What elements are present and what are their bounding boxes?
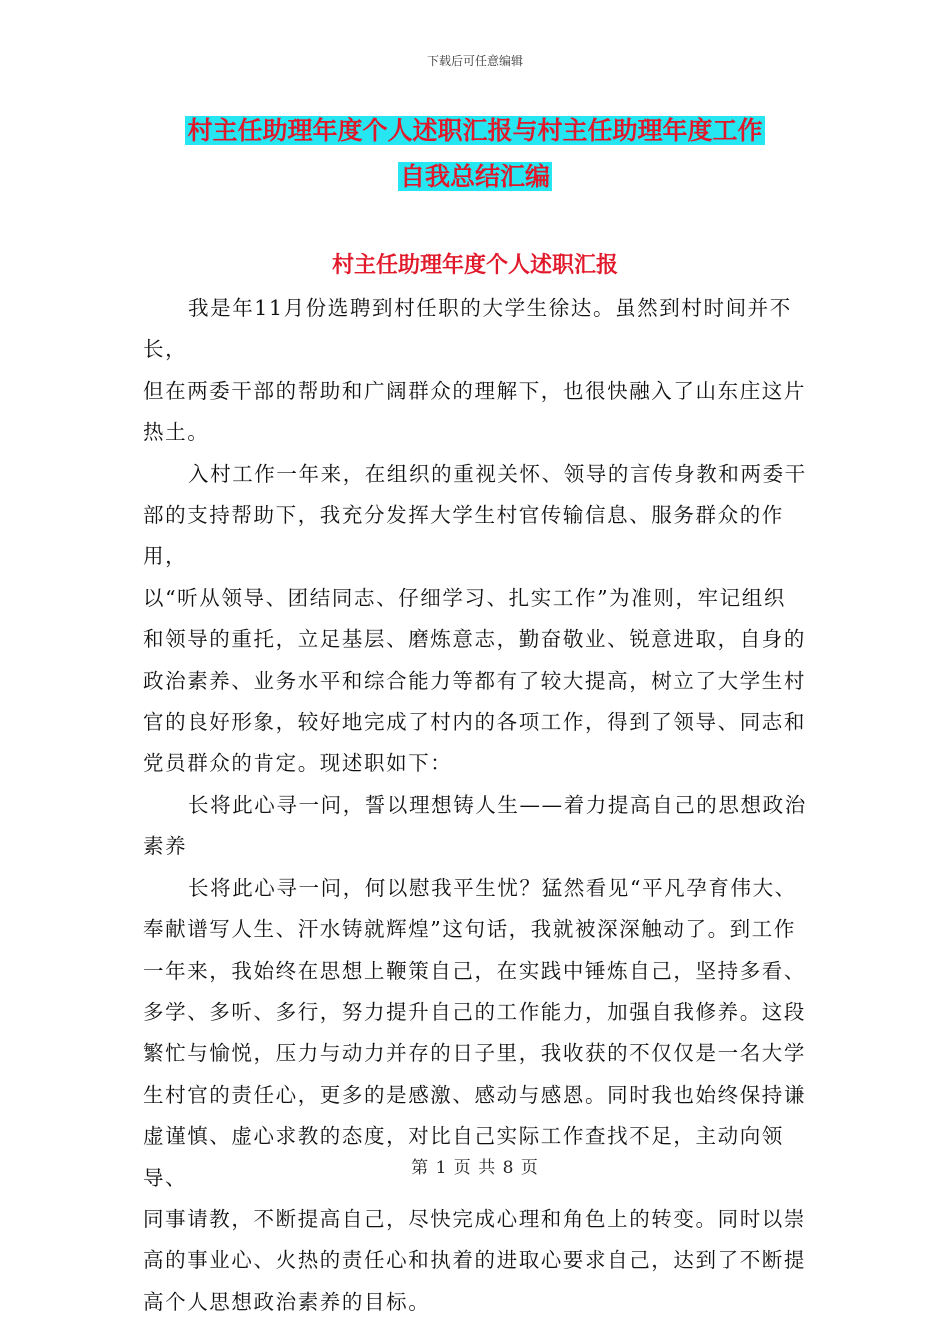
text-line: 入村工作一年来，在组织的重视关怀、领导的言传身教和两委干 xyxy=(188,461,807,486)
text-line: 党员群众的肯定。现述职如下： xyxy=(143,751,453,776)
paragraph xyxy=(143,454,813,785)
text-line: 政治素养、业务水平和综合能力等都有了较大提高，树立了大学生村 xyxy=(143,668,806,693)
document-title-line-2 xyxy=(0,154,950,200)
page-header-note: 下载后可任意编辑 xyxy=(426,54,523,68)
text-line: 高个人思想政治素养的目标。 xyxy=(143,1289,431,1314)
text-line: 部的支持帮助下，我充分发挥大学生村官传输信息、服务群众的作用， xyxy=(143,503,784,569)
text-line: 长将此心寻一问，何以慰我平生忧？猛然看见“平凡孕育伟大、 xyxy=(188,875,797,900)
paragraph xyxy=(143,868,813,1323)
text-line: 高的事业心、火热的责任心和执着的进取心要求自己，达到了不断提 xyxy=(143,1248,806,1273)
text-line: 官的良好形象，较好地完成了村内的各项工作，得到了领导、同志和 xyxy=(143,710,806,735)
document-title xyxy=(0,108,950,200)
paragraph xyxy=(143,785,813,868)
text-line: 一年来，我始终在思想上鞭策自己，在实践中锤炼自己，坚持多看、 xyxy=(143,958,806,983)
page-number: 第 1 页 共 8 页 xyxy=(411,1158,539,1178)
section-title: 村主任助理年度个人述职汇报 xyxy=(331,252,618,278)
text-line: 热土。 xyxy=(143,420,210,445)
text-line: 以“听从领导、团结同志、仔细学习、扎实工作”为准则，牢记组织 xyxy=(143,585,786,610)
document-title-line-1 xyxy=(0,108,950,154)
title-highlight: 村主任助理年度个人述职汇报与村主任助理年度工作 xyxy=(187,116,763,145)
text-line: 和领导的重托，立足基层、磨炼意志，勤奋敬业、锐意进取，自身的 xyxy=(143,627,806,652)
title-highlight: 自我总结汇编 xyxy=(399,162,550,191)
text-line: 素养 xyxy=(143,834,188,859)
paragraph xyxy=(143,288,813,454)
text-line: 生村官的责任心，更多的是感激、感动与感恩。同时我也始终保持谦 xyxy=(143,1082,806,1107)
text-line: 多学、多听、多行，努力提升自己的工作能力，加强自我修养。这段 xyxy=(143,999,806,1024)
text-line: 繁忙与愉悦，压力与动力并存的日子里，我收获的不仅仅是一名大学 xyxy=(143,1041,806,1066)
text-line: 但在两委干部的帮助和广阔群众的理解下，也很快融入了山东庄这片 xyxy=(143,378,806,403)
text-line: 虚谨慎、虚心求教的态度，对比自己实际工作查找不足，主动向领导、 xyxy=(143,1124,784,1190)
text-line: 我是年11月份选聘到村任职的大学生徐达。虽然到村时间并不长， xyxy=(143,296,792,362)
text-line: 奉献谱写人生、汗水铸就辉煌”这句话，我就被深深触动了。到工作 xyxy=(143,917,796,942)
text-line: 长将此心寻一问，誓以理想铸人生——着力提高自己的思想政治 xyxy=(188,792,807,817)
text-line: 同事请教，不断提高自己，尽快完成心理和角色上的转变。同时以崇 xyxy=(143,1206,806,1231)
